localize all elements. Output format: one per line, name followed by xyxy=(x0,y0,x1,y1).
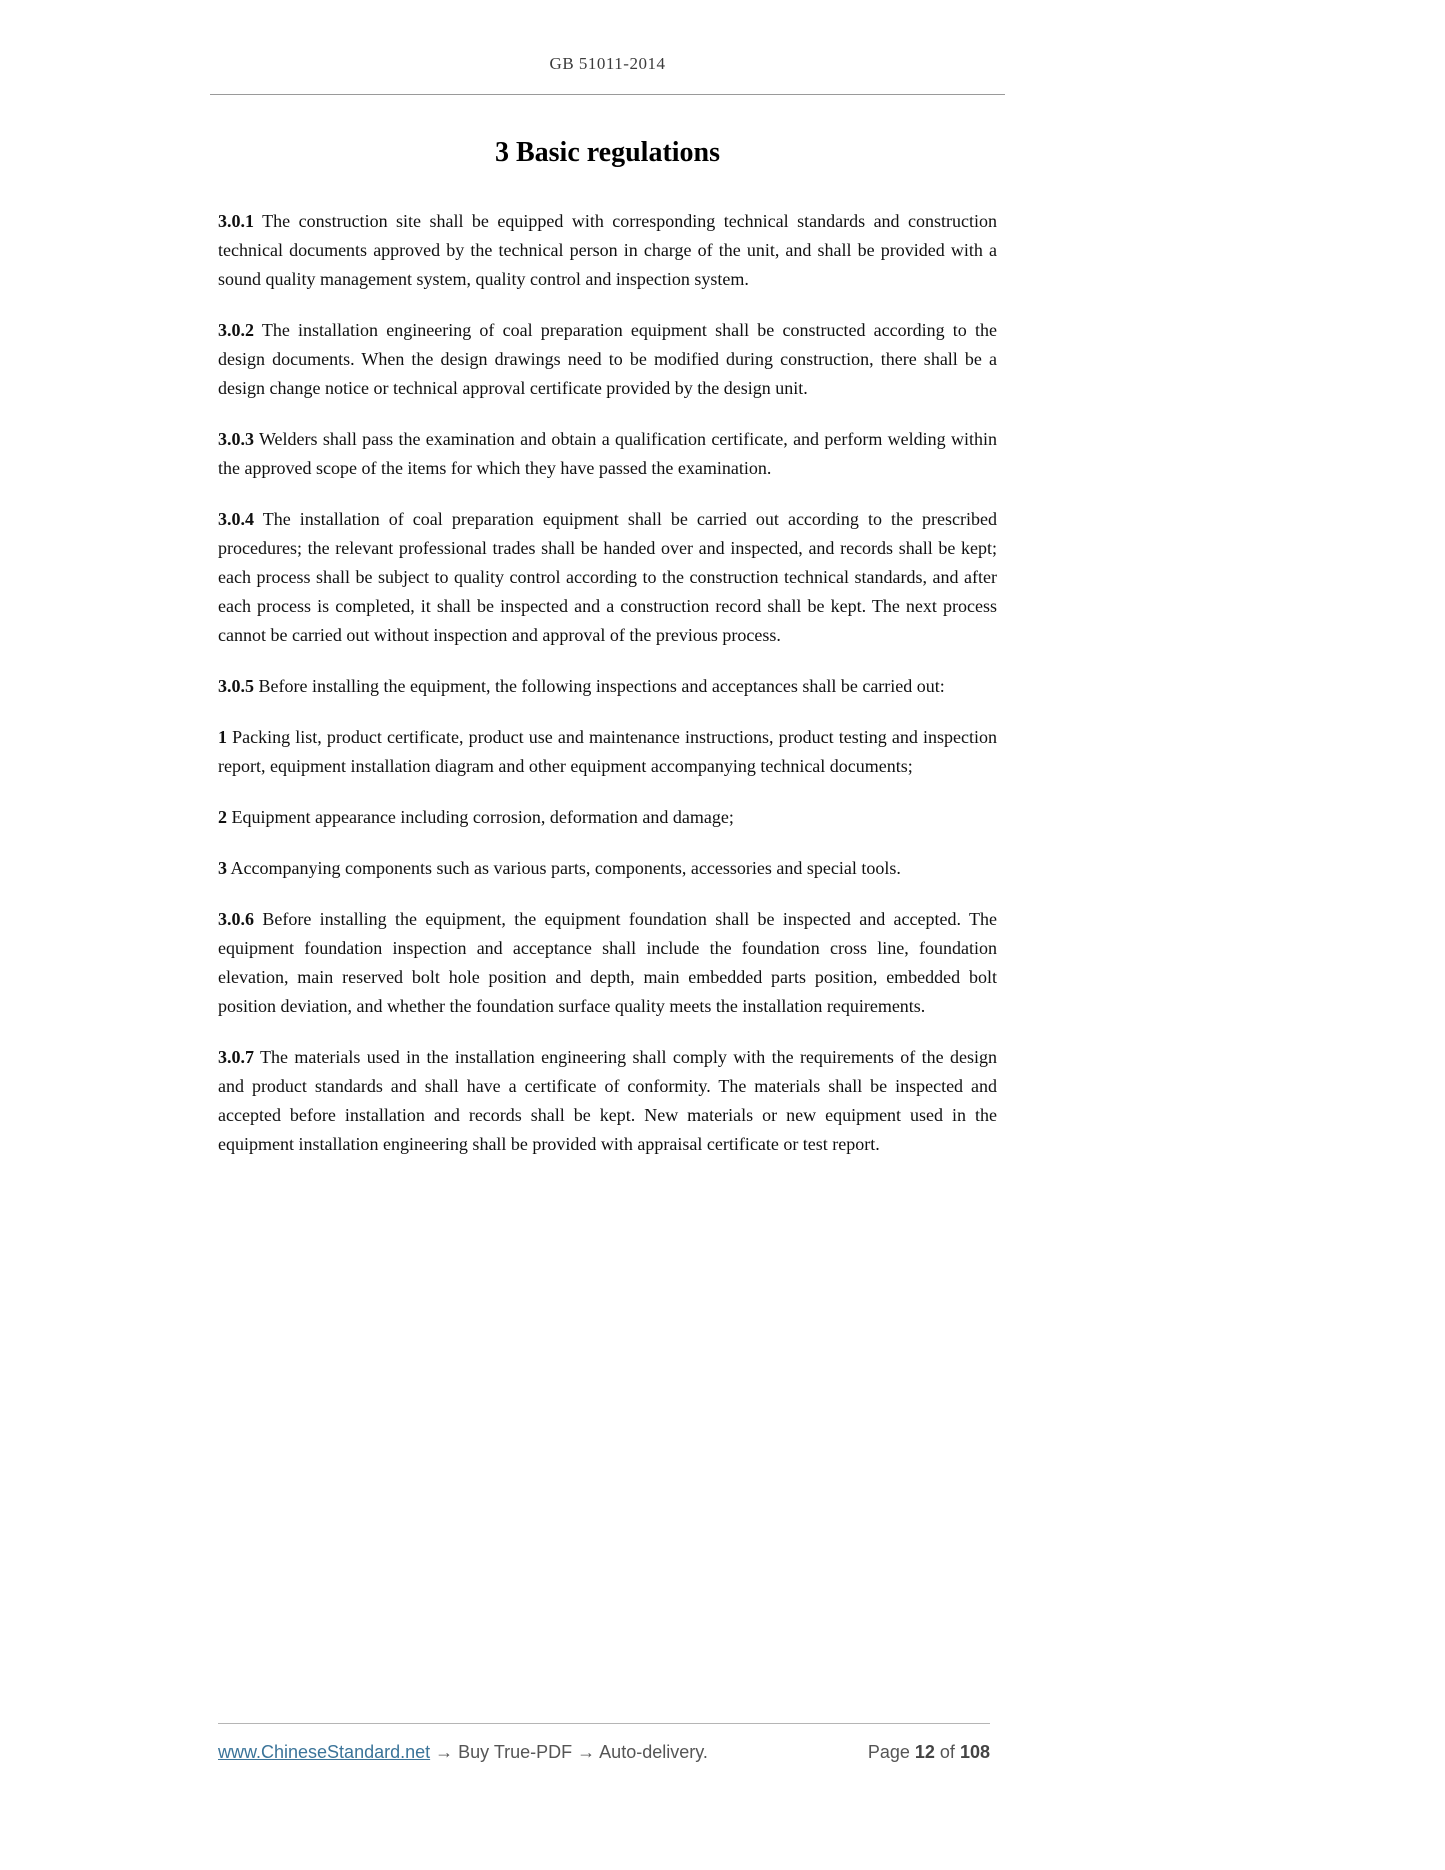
list-item-text: Packing list, product certificate, product use and maintenance instructions, product testing and inspection report, equipment installation diagram and other equipment accompanying technical documents; xyxy=(218,727,998,776)
paragraph-text: Before installing the equipment, the equipment foundation shall be inspected and accepted. The equipment foundation inspection and acceptance shall include the foundation cross line, foundation elevation, main reserved bolt hole position and depth, main embedded parts position, embedded bolt position deviation, and whether the foundation surface quality meets the installation requirements. xyxy=(218,909,997,1016)
paragraph-text: The materials used in the installation engineering shall comply with the requirements of the design and product standards and shall have a certificate of conformity. The materials shall be inspected and accepted before installation and records shall be kept. New materials or new equipment used in the equipment installation engineering shall be provided with appraisal certificate or test report. xyxy=(218,1047,997,1154)
paragraph-3-0-5 xyxy=(218,672,997,701)
paragraph-3-0-2 xyxy=(218,316,997,403)
paragraph-number: 3.0.3 xyxy=(218,429,254,449)
paragraph-text: Welders shall pass the examination and obtain a qualification certificate, and perform welding within the approved scope of the items for which they have passed the examination. xyxy=(218,429,997,478)
list-item-text: Accompanying components such as various parts, components, accessories and special tools. xyxy=(230,858,901,878)
footer-row xyxy=(218,1742,990,1763)
paragraph-text: Before installing the equipment, the following inspections and acceptances shall be carried out: xyxy=(258,676,945,696)
paragraph-text: The construction site shall be equipped with corresponding technical standards and construction technical documents approved by the technical person in charge of the unit, and shall be provided with a sound quality management system, quality control and inspection system. xyxy=(218,211,997,289)
page-title: 3 Basic regulations xyxy=(494,137,721,168)
document-body xyxy=(210,207,1005,1159)
page-indicator xyxy=(868,1742,990,1763)
page-content xyxy=(210,0,1005,1181)
current-page-number: 12 xyxy=(914,1742,935,1762)
paragraph-text: The installation of coal preparation equipment shall be carried out according to the prescribed procedures; the relevant professional trades shall be handed over and inspected, and records shall be kept; each process shall be subject to quality control according to the construction technical standards, and after each process is completed, it shall be inspected and a construction record shall be kept. The next process cannot be carried out without inspection and approval of the previous process. xyxy=(218,509,997,645)
document-header: GB 51011-2014 xyxy=(549,54,666,73)
page-word: Page xyxy=(867,1742,910,1762)
of-word: of xyxy=(939,1742,955,1762)
paragraph-number: 3.0.1 xyxy=(218,211,254,231)
document-footer xyxy=(218,1723,990,1763)
paragraph-3-0-6 xyxy=(218,905,997,1021)
paragraph-number: 3.0.7 xyxy=(218,1047,254,1067)
paragraph-number: 3.0.6 xyxy=(218,909,254,929)
website-link[interactable]: www.ChineseStandard.net xyxy=(218,1742,431,1762)
list-item-3 xyxy=(218,854,997,883)
list-item-number: 1 xyxy=(218,727,227,747)
list-item-number: 3 xyxy=(218,858,227,878)
list-item-2 xyxy=(218,803,997,832)
paragraph-number: 3.0.4 xyxy=(218,509,254,529)
paragraph-text: The installation engineering of coal preparation equipment shall be constructed according to the design documents. When the design drawings need to be modified during construction, there shall be a design change notice or technical approval certificate provided by the design unit. xyxy=(218,320,997,398)
list-item-number: 2 xyxy=(218,807,227,827)
paragraph-3-0-7 xyxy=(218,1043,997,1159)
footer-tagline: → Buy True-PDF → Auto-delivery. xyxy=(435,1742,708,1762)
paragraph-number: 3.0.2 xyxy=(218,320,254,340)
paragraph-3-0-1 xyxy=(218,207,997,294)
footer-branding xyxy=(218,1742,708,1763)
footer-divider xyxy=(218,1723,990,1724)
total-page-number: 108 xyxy=(959,1742,990,1762)
paragraph-3-0-4 xyxy=(218,505,997,650)
paragraph-number: 3.0.5 xyxy=(218,676,254,696)
list-item-1 xyxy=(218,723,997,781)
list-item-text: Equipment appearance including corrosion, deformation and damage; xyxy=(231,807,734,827)
paragraph-3-0-3 xyxy=(218,425,997,483)
header-divider xyxy=(210,94,1005,95)
